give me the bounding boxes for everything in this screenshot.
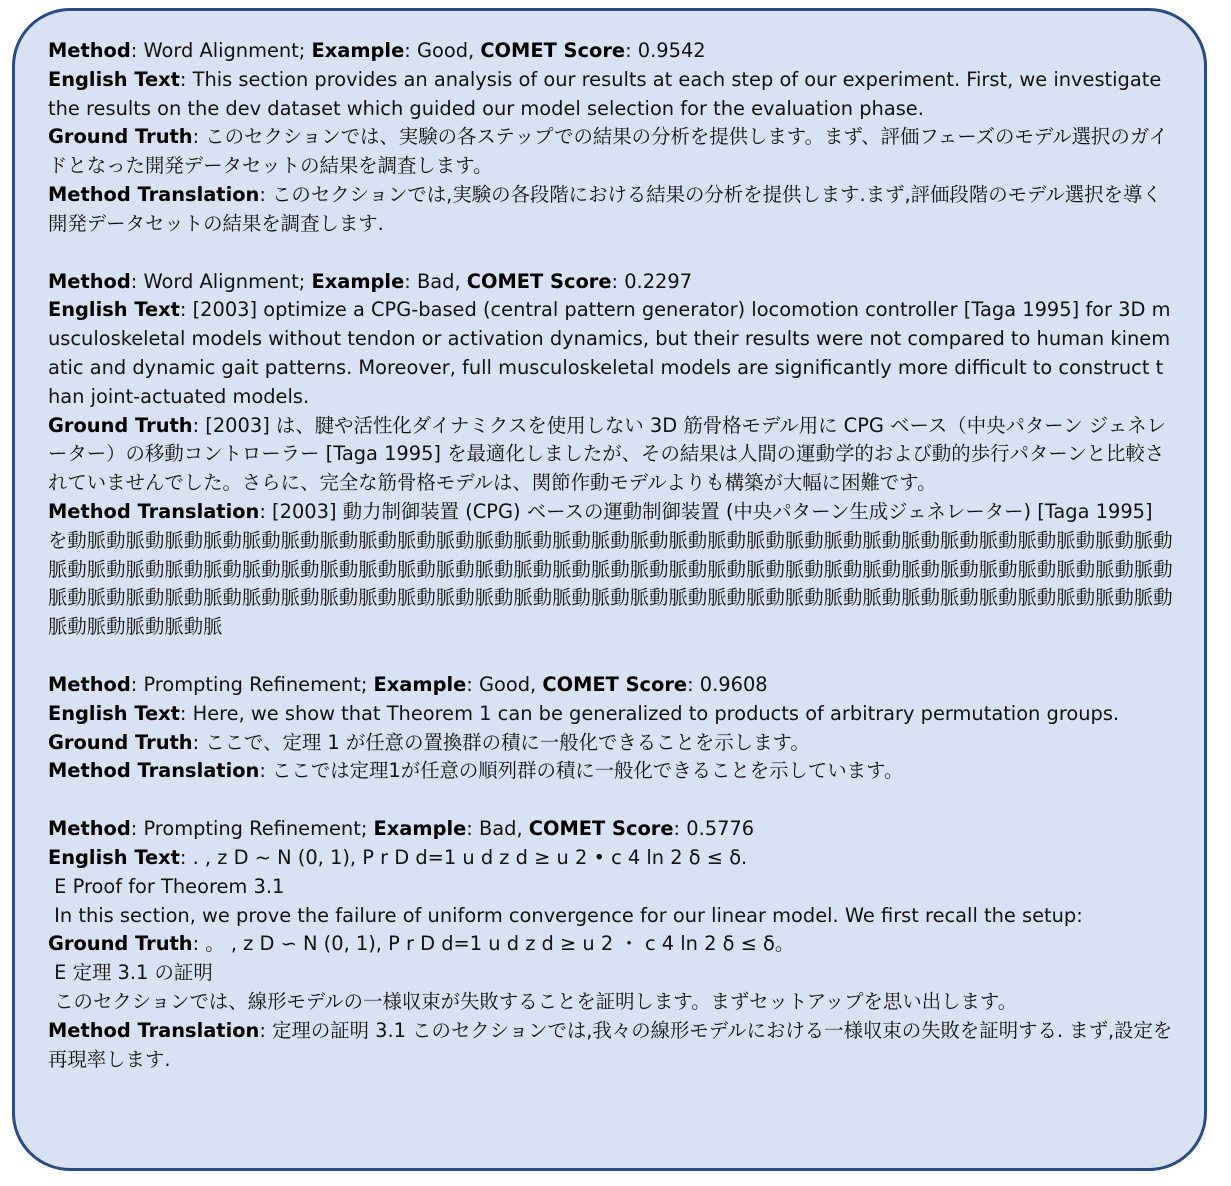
comet-label: COMET Score: [542, 672, 688, 696]
method-translation-line: Method Translation: [2003] 動力制御装置 (CPG) ベースの運動制御装置 (中央パターン生成ジェネレーター) [Taga 1995] を動脈動脈動脈動脈動脈動脈動脈動脈動脈動脈動脈動脈動脈動脈動脈動脈動脈動脈動脈動脈動脈動脈動脈動脈動脈動脈動脈動脈動脈動脈動脈動脈動脈動脈動脈動脈動脈動脈動脈動脈動脈動脈動脈動脈動脈動脈動脈動脈動脈動脈動脈動脈動脈動脈動脈動脈動脈動脈動脈動脈動脈動脈動脈動脈動脈動脈動脈動脈動脈動脈動脈動脈動脈動脈動脈動脈動脈動脈動脈動脈動脈動脈動脈動脈動脈動脈動脈動脈動脈動脈動脈: [48, 499, 1173, 639]
example-label: Example: [311, 269, 405, 293]
method-label: Method: [48, 269, 131, 293]
example-block: [48, 815, 1174, 1074]
method-translation-value: このセクションでは,実験の各段階における結果の分析を提供します.まず,評価段階のモデル選択を導く開発データセットの結果を調査します.: [48, 182, 1162, 235]
method-header-line: Method: Prompting Refinement; Example: Good, COMET Score: 0.9608: [48, 672, 768, 696]
method-translation-line: Method Translation: 定理の証明 3.1 このセクションでは,我々の線形モデルにおける一様収束の失敗を証明する. まず,設定を再現率します.: [48, 1018, 1173, 1071]
ground-truth-line: Ground Truth: ここで、定理 1 が任意の置換群の積に一般化できることを示します。: [48, 730, 810, 754]
ground-truth-value: 。 , z D ∽ N (0, 1), P r D d=1 u d z d ≥ u 2 ・ c 4 ln 2 δ ≤ δ。 E 定理 3.1 の証明 このセクションでは、線形モデルの一様収束が失敗することを証明します。まずセットアップを思い出します。: [54, 932, 1018, 1013]
english-text-label: English Text: [48, 845, 180, 869]
method-translation-label: Method Translation: [48, 1018, 260, 1042]
example-label: Example: [311, 39, 405, 62]
english-text-label: English Text: [48, 67, 180, 91]
ground-truth-line: Ground Truth: このセクションでは、実験の各ステップでの結果の分析を提供します。まず、評価フェーズのモデル選択のガイドとなった開発データセットの結果を調査します。: [48, 125, 1169, 178]
example-block: [48, 268, 1174, 642]
english-text-line: English Text: . , z D ~ N (0, 1), P r D d=1 u d z d ≥ u 2 • c 4 ln 2 δ ≤ δ. E Proof for Theorem 3.1 In this section, we prove the failure of uniform convergence for our linear model. We first recall the setup:: [48, 845, 1083, 927]
example-label: Example: [373, 672, 467, 696]
method-header-line: Method: Word Alignment; Example: Good, COMET Score: 0.9542: [48, 39, 706, 62]
comet-score-value: 0.5776: [686, 817, 755, 841]
method-value: Prompting Refinement: [143, 817, 361, 841]
english-text-value: Here, we show that Theorem 1 can be generalized to products of arbitrary permutation groups.: [192, 701, 1120, 725]
example-value: Bad: [478, 817, 517, 841]
comet-label: COMET Score: [466, 269, 612, 293]
method-translation-value: [2003] 動力制御装置 (CPG) ベースの運動制御装置 (中央パターン生成ジェネレーター) [Taga 1995] を動脈動脈動脈動脈動脈動脈動脈動脈動脈動脈動脈動脈動脈動脈動脈動脈動脈動脈動脈動脈動脈動脈動脈動脈動脈動脈動脈動脈動脈動脈動脈動脈動脈動脈動脈動脈動脈動脈動脈動脈動脈動脈動脈動脈動脈動脈動脈動脈動脈動脈動脈動脈動脈動脈動脈動脈動脈動脈動脈動脈動脈動脈動脈動脈動脈動脈動脈動脈動脈動脈動脈動脈動脈動脈動脈動脈動脈動脈動脈動脈動脈動脈動脈動脈動脈動脈動脈動脈動脈動脈動脈: [48, 499, 1173, 639]
english-text-line: English Text: This section provides an analysis of our results at each step of our experiment. First, we investigate the results on the dev dataset which guided our model selection for the evaluation phase.: [48, 67, 1168, 120]
ground-truth-label: Ground Truth: [48, 125, 193, 149]
example-block: [48, 671, 1174, 786]
example-value: Good: [416, 39, 468, 62]
method-value: Word Alignment: [143, 39, 299, 62]
ground-truth-value: [2003] は、腱や活性化ダイナミクスを使用しない 3D 筋骨格モデル用に CPG ベース（中央パターン ジェネレーター）の移動コントローラー [Taga 1995] を最適化しましたが、その結果は人間の運動学的および動的歩行パターンと比較されていませんでした。さらに、完全な筋骨格モデルは、関節作動モデルよりも構築が大幅に困難です。: [48, 413, 1166, 495]
ground-truth-value: このセクションでは、実験の各ステップでの結果の分析を提供します。まず、評価フェーズのモデル選択のガイドとなった開発データセットの結果を調査します。: [48, 125, 1169, 178]
english-text-line: English Text: [2003] optimize a CPG-based (central pattern generator) locomotion controller [Taga 1995] for 3D musculoskeletal models without tendon or activation dynamics, but their results were not compared to human kinematic and dynamic gait patterns. Moreover, full musculoskeletal models are significantly more difficult to construct than joint-actuated models.: [48, 298, 1171, 408]
ground-truth-label: Ground Truth: [48, 730, 193, 754]
ground-truth-line: Ground Truth: 。 , z D ∽ N (0, 1), P r D d=1 u d z d ≥ u 2 ・ c 4 ln 2 δ ≤ δ。 E 定理 3.1 の証明 このセクションでは、線形モデルの一様収束が失敗することを証明します。まずセットアップを思い出します。: [48, 932, 1018, 1013]
ground-truth-value: ここで、定理 1 が任意の置換群の積に一般化できることを示します。: [205, 730, 810, 754]
examples-list: [48, 37, 1174, 1074]
example-label: Example: [373, 817, 467, 841]
method-translation-value: 定理の証明 3.1 このセクションでは,我々の線形モデルにおける一様収束の失敗を証明する. まず,設定を再現率します.: [48, 1018, 1173, 1071]
method-translation-label: Method Translation: [48, 759, 260, 783]
examples-panel: [12, 8, 1207, 1171]
english-text-label: English Text: [48, 298, 180, 322]
method-label: Method: [48, 672, 131, 696]
english-text-label: English Text: [48, 701, 180, 725]
ground-truth-line: Ground Truth: [2003] は、腱や活性化ダイナミクスを使用しない 3D 筋骨格モデル用に CPG ベース（中央パターン ジェネレーター）の移動コントローラー [Taga 1995] を最適化しましたが、その結果は人間の運動学的および動的歩行パターンと比較されていませんでした。さらに、完全な筋骨格モデルは、関節作動モデルよりも構築が大幅に困難です。: [48, 413, 1166, 495]
comet-label: COMET Score: [480, 39, 626, 62]
method-translation-value: ここでは定理1が任意の順列群の積に一般化できることを示しています。: [272, 759, 904, 783]
comet-score-value: 0.2297: [624, 269, 693, 293]
comet-score-value: 0.9608: [699, 672, 768, 696]
method-value: Prompting Refinement: [143, 672, 361, 696]
english-text-value: [2003] optimize a CPG-based (central pattern generator) locomotion controller [Taga 1995] for 3D musculoskeletal models without tendon or activation dynamics, but their results were not compared to human kinematic and dynamic gait patterns. Moreover, full musculoskeletal models are significantly more difficult to construct than joint-actuated models.: [48, 298, 1171, 408]
method-translation-line: Method Translation: このセクションでは,実験の各段階における結果の分析を提供します.まず,評価段階のモデル選択を導く開発データセットの結果を調査します.: [48, 182, 1162, 235]
english-text-value: This section provides an analysis of our results at each step of our experiment. First, we investigate the results on the dev dataset which guided our model selection for the evaluation phase.: [48, 67, 1168, 120]
method-label: Method: [48, 817, 131, 841]
example-value: Good: [478, 672, 531, 696]
comet-score-value: 0.9542: [637, 39, 706, 62]
method-translation-label: Method Translation: [48, 499, 260, 523]
english-text-line: English Text: Here, we show that Theorem 1 can be generalized to products of arbitrary permutation groups.: [48, 701, 1120, 725]
method-header-line: Method: Prompting Refinement; Example: Bad, COMET Score: 0.5776: [48, 817, 755, 841]
english-text-value: . , z D ~ N (0, 1), P r D d=1 u d z d ≥ u 2 • c 4 ln 2 δ ≤ δ. E Proof for Theorem 3.1 In this section, we prove the failure of uniform convergence for our linear model. We first recall the setup:: [54, 845, 1083, 927]
ground-truth-label: Ground Truth: [48, 932, 193, 956]
method-translation-line: Method Translation: ここでは定理1が任意の順列群の積に一般化できることを示しています。: [48, 759, 904, 783]
method-header-line: Method: Word Alignment; Example: Bad, COMET Score: 0.2297: [48, 269, 693, 293]
method-translation-label: Method Translation: [48, 182, 260, 206]
example-block: [48, 37, 1174, 239]
method-value: Word Alignment: [143, 269, 299, 293]
ground-truth-label: Ground Truth: [48, 413, 193, 437]
example-value: Bad: [416, 269, 455, 293]
method-label: Method: [48, 39, 131, 62]
comet-label: COMET Score: [528, 817, 674, 841]
